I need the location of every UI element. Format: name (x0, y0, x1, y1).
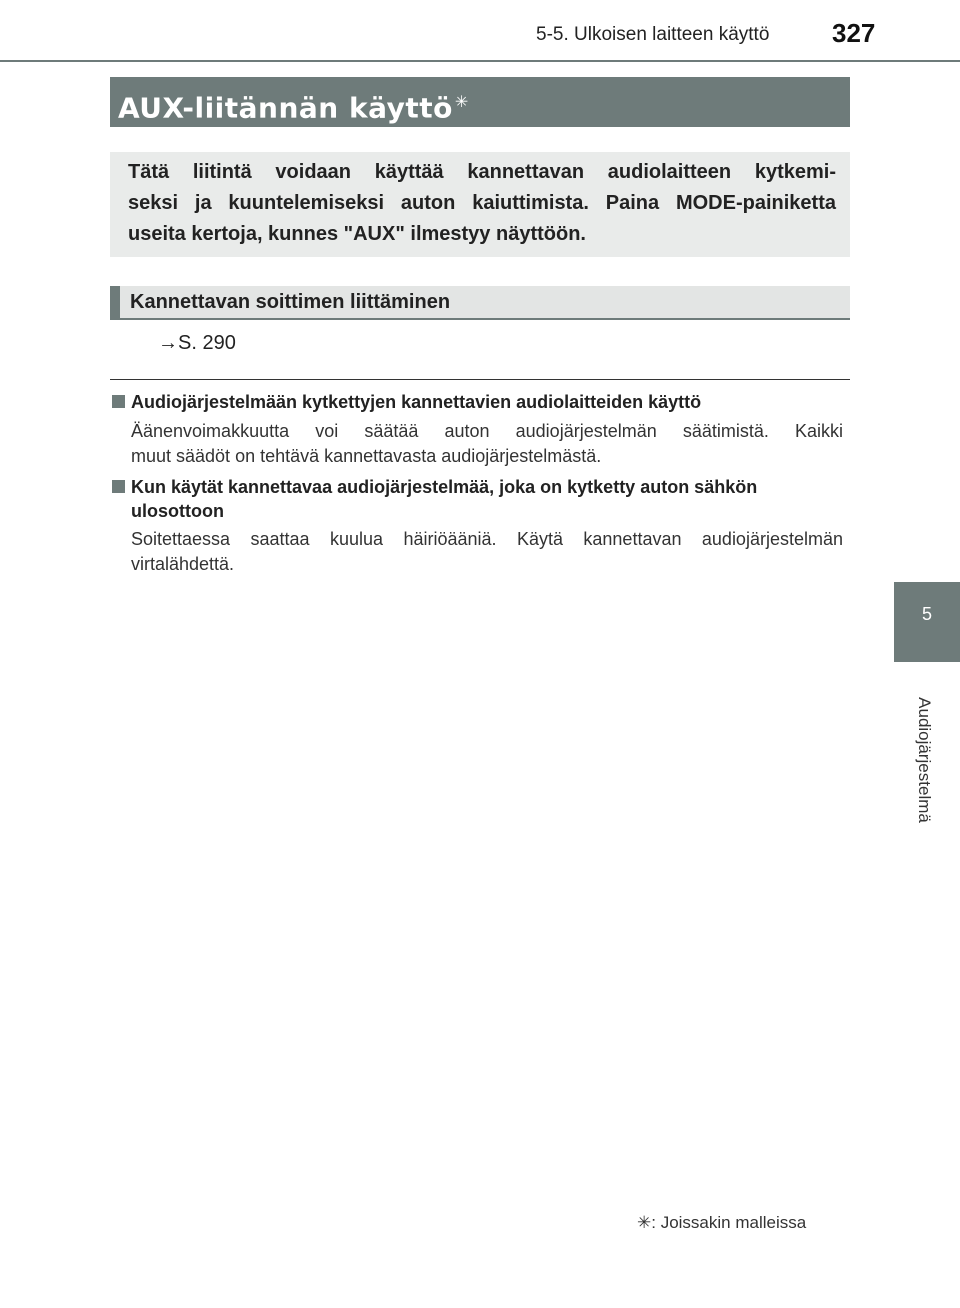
asterisk-icon: ✳ (637, 1213, 652, 1232)
page-title-bar (110, 77, 850, 127)
header-rule (0, 60, 960, 62)
header-section-title: 5-5. Ulkoisen laitteen käyttö (536, 24, 770, 45)
chapter-tab (894, 582, 960, 662)
footnote (637, 1213, 806, 1233)
intro-line: seksi ja kuuntelemiseksi auton kaiuttimista. Paina MODE-painiketta (128, 192, 836, 214)
intro-box (110, 152, 850, 257)
page-reference-link[interactable]: →S. 290 (158, 332, 236, 354)
divider (110, 379, 850, 380)
square-bullet-icon (112, 480, 125, 493)
note-body-line: Soitettaessa saattaa kuulua häiriöääniä. Käytä kannettavan audiojärjestelmän (131, 529, 843, 549)
intro-line: useita kertoja, kunnes "AUX" ilmestyy näyttöön. (128, 223, 586, 245)
section-heading: Kannettavan soittimen liittäminen (130, 291, 451, 313)
asterisk-icon: ✳ (454, 92, 469, 111)
section-accent (110, 286, 120, 318)
note-heading: Kun käytät kannettavaa audiojärjestelmää, joka on kytketty auton sähkön (131, 477, 758, 497)
square-bullet-icon (112, 395, 125, 408)
footnote-text: : Joissakin malleissa (651, 1213, 807, 1232)
section-heading-bar (110, 286, 850, 320)
chapter-label: Audiojärjestelmä (915, 697, 934, 823)
note-heading: Audiojärjestelmään kytkettyjen kannettavien audiolaitteiden käyttö (131, 392, 702, 412)
page-title: AUX-liitännän käyttö (118, 91, 453, 125)
note-body-line: virtalähdettä. (131, 554, 235, 574)
note-heading: ulosottoon (131, 501, 224, 521)
intro-line: Tätä liitintä voidaan käyttää kannettavan audiolaitteen kytkemi- (128, 161, 836, 183)
note-body-line: Äänenvoimakkuutta voi säätää auton audiojärjestelmän säätimistä. Kaikki (131, 421, 843, 441)
page-number: 327 (832, 18, 876, 48)
note-body-line: muut säädöt on tehtävä kannettavasta audiojärjestelmästä. (131, 446, 602, 466)
chapter-number: 5 (921, 604, 932, 624)
